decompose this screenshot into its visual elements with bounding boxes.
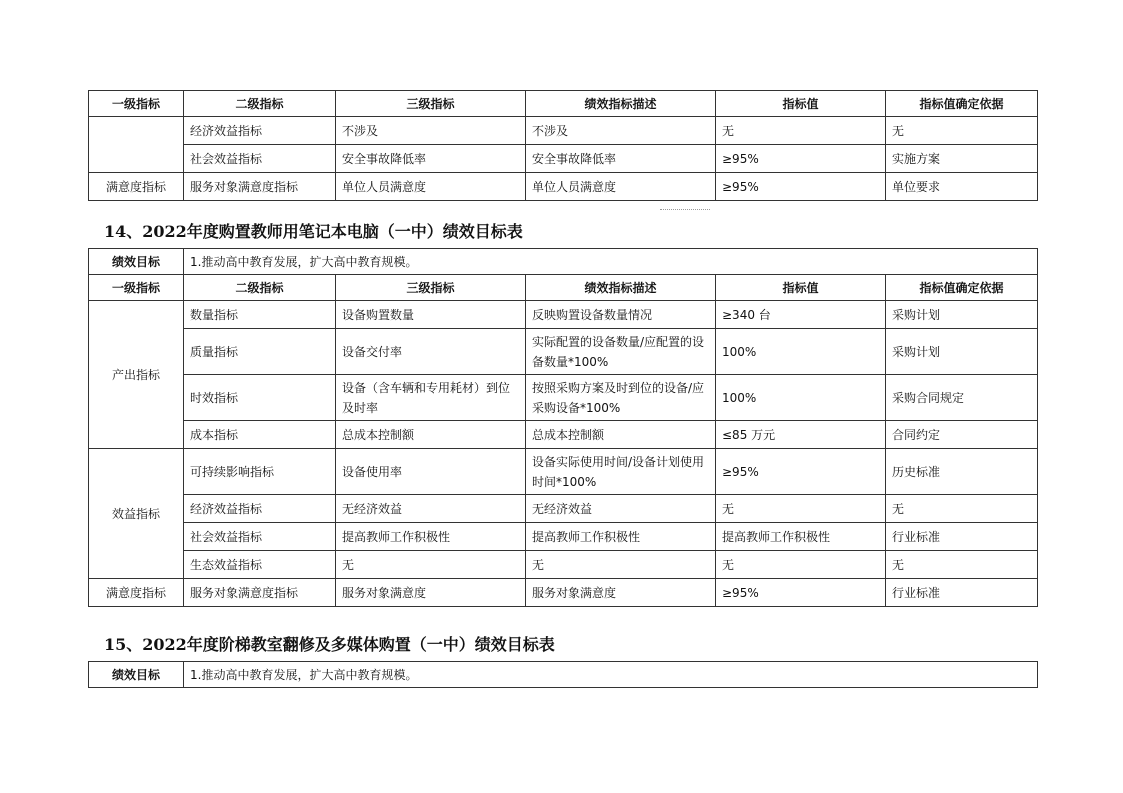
table-row: [89, 551, 1038, 579]
desc-cell: 总成本控制额: [526, 421, 716, 449]
level1-cell: 满意度指标: [89, 579, 184, 607]
level3-cell: 设备使用率: [336, 449, 526, 495]
basis-cell: 行业标准: [886, 523, 1038, 551]
header-level3: 三级指标: [336, 275, 526, 301]
table-row: [89, 523, 1038, 551]
desc-cell: 反映购置设备数量情况: [526, 301, 716, 329]
value-cell: ≥95%: [716, 579, 886, 607]
level3-cell: 提高教师工作积极性: [336, 523, 526, 551]
value-cell: ≥95%: [716, 145, 886, 173]
table-header-row: [89, 275, 1038, 301]
header-desc: 绩效指标描述: [526, 91, 716, 117]
desc-cell: 服务对象满意度: [526, 579, 716, 607]
level2-cell: 经济效益指标: [184, 117, 336, 145]
level3-cell: 无经济效益: [336, 495, 526, 523]
level3-cell: 安全事故降低率: [336, 145, 526, 173]
header-level3: 三级指标: [336, 91, 526, 117]
level2-cell: 经济效益指标: [184, 495, 336, 523]
desc-cell: 单位人员满意度: [526, 173, 716, 201]
goal-text: 1.推动高中教育发展，扩大高中教育规模。: [184, 249, 1038, 275]
table-row: [89, 173, 1038, 201]
level2-cell: 服务对象满意度指标: [184, 173, 336, 201]
goal-row: [89, 662, 1038, 688]
level3-cell: 无: [336, 551, 526, 579]
level1-cell: 效益指标: [89, 449, 184, 579]
header-desc: 绩效指标描述: [526, 275, 716, 301]
section-title-15: 15、2022年度阶梯教室翻修及多媒体购置（一中）绩效目标表: [104, 635, 555, 654]
desc-cell: 不涉及: [526, 117, 716, 145]
value-cell: 100%: [716, 375, 886, 421]
value-cell: ≤85 万元: [716, 421, 886, 449]
level2-cell: 时效指标: [184, 375, 336, 421]
table-row: [89, 301, 1038, 329]
desc-cell: 无经济效益: [526, 495, 716, 523]
header-level1: 一级指标: [89, 91, 184, 117]
header-basis: 指标值确定依据: [886, 91, 1038, 117]
performance-table-15: [88, 661, 1038, 688]
value-cell: 无: [716, 495, 886, 523]
header-level1: 一级指标: [89, 275, 184, 301]
level2-cell: 生态效益指标: [184, 551, 336, 579]
table-row: [89, 375, 1038, 421]
table-row: [89, 145, 1038, 173]
header-level2: 二级指标: [184, 91, 336, 117]
desc-cell: 实际配置的设备数量/应配置的设备数量*100%: [526, 329, 716, 375]
basis-cell: 合同约定: [886, 421, 1038, 449]
basis-cell: 无: [886, 551, 1038, 579]
level2-cell: 服务对象满意度指标: [184, 579, 336, 607]
table-row: [89, 495, 1038, 523]
header-level2: 二级指标: [184, 275, 336, 301]
value-cell: ≥340 台: [716, 301, 886, 329]
value-cell: ≥95%: [716, 173, 886, 201]
basis-cell: 采购合同规定: [886, 375, 1038, 421]
level3-cell: 总成本控制额: [336, 421, 526, 449]
desc-cell: 无: [526, 551, 716, 579]
table-header-row: [89, 91, 1038, 117]
performance-table-14: [88, 248, 1038, 607]
table-row: [89, 421, 1038, 449]
level1-cell: 满意度指标: [89, 173, 184, 201]
desc-cell: 设备实际使用时间/设备计划使用时间*100%: [526, 449, 716, 495]
level2-cell: 质量指标: [184, 329, 336, 375]
level3-cell: 设备交付率: [336, 329, 526, 375]
basis-cell: 行业标准: [886, 579, 1038, 607]
table-row: [89, 329, 1038, 375]
value-cell: 无: [716, 117, 886, 145]
value-cell: 提高教师工作积极性: [716, 523, 886, 551]
basis-cell: 无: [886, 495, 1038, 523]
basis-cell: 采购计划: [886, 329, 1038, 375]
dotted-separator: [660, 209, 710, 210]
level2-cell: 数量指标: [184, 301, 336, 329]
level3-cell: 单位人员满意度: [336, 173, 526, 201]
level2-cell: 可持续影响指标: [184, 449, 336, 495]
desc-cell: 安全事故降低率: [526, 145, 716, 173]
level1-cell-empty: [89, 117, 184, 173]
value-cell: 100%: [716, 329, 886, 375]
value-cell: 无: [716, 551, 886, 579]
table-row: [89, 117, 1038, 145]
level3-cell: 服务对象满意度: [336, 579, 526, 607]
level2-cell: 社会效益指标: [184, 523, 336, 551]
level3-cell: 设备购置数量: [336, 301, 526, 329]
header-value: 指标值: [716, 275, 886, 301]
header-value: 指标值: [716, 91, 886, 117]
goal-text: 1.推动高中教育发展，扩大高中教育规模。: [184, 662, 1038, 688]
goal-row: [89, 249, 1038, 275]
table-row: [89, 449, 1038, 495]
level2-cell: 成本指标: [184, 421, 336, 449]
value-cell: ≥95%: [716, 449, 886, 495]
desc-cell: 按照采购方案及时到位的设备/应采购设备*100%: [526, 375, 716, 421]
basis-cell: 实施方案: [886, 145, 1038, 173]
basis-cell: 历史标准: [886, 449, 1038, 495]
table-row: [89, 579, 1038, 607]
desc-cell: 提高教师工作积极性: [526, 523, 716, 551]
goal-label: 绩效目标: [89, 249, 184, 275]
level1-cell: 产出指标: [89, 301, 184, 449]
goal-label: 绩效目标: [89, 662, 184, 688]
level3-cell: 不涉及: [336, 117, 526, 145]
basis-cell: 单位要求: [886, 173, 1038, 201]
header-basis: 指标值确定依据: [886, 275, 1038, 301]
level2-cell: 社会效益指标: [184, 145, 336, 173]
section-title-14: 14、2022年度购置教师用笔记本电脑（一中）绩效目标表: [104, 222, 523, 241]
basis-cell: 采购计划: [886, 301, 1038, 329]
level3-cell: 设备（含车辆和专用耗材）到位及时率: [336, 375, 526, 421]
basis-cell: 无: [886, 117, 1038, 145]
table-continued: [88, 90, 1038, 201]
